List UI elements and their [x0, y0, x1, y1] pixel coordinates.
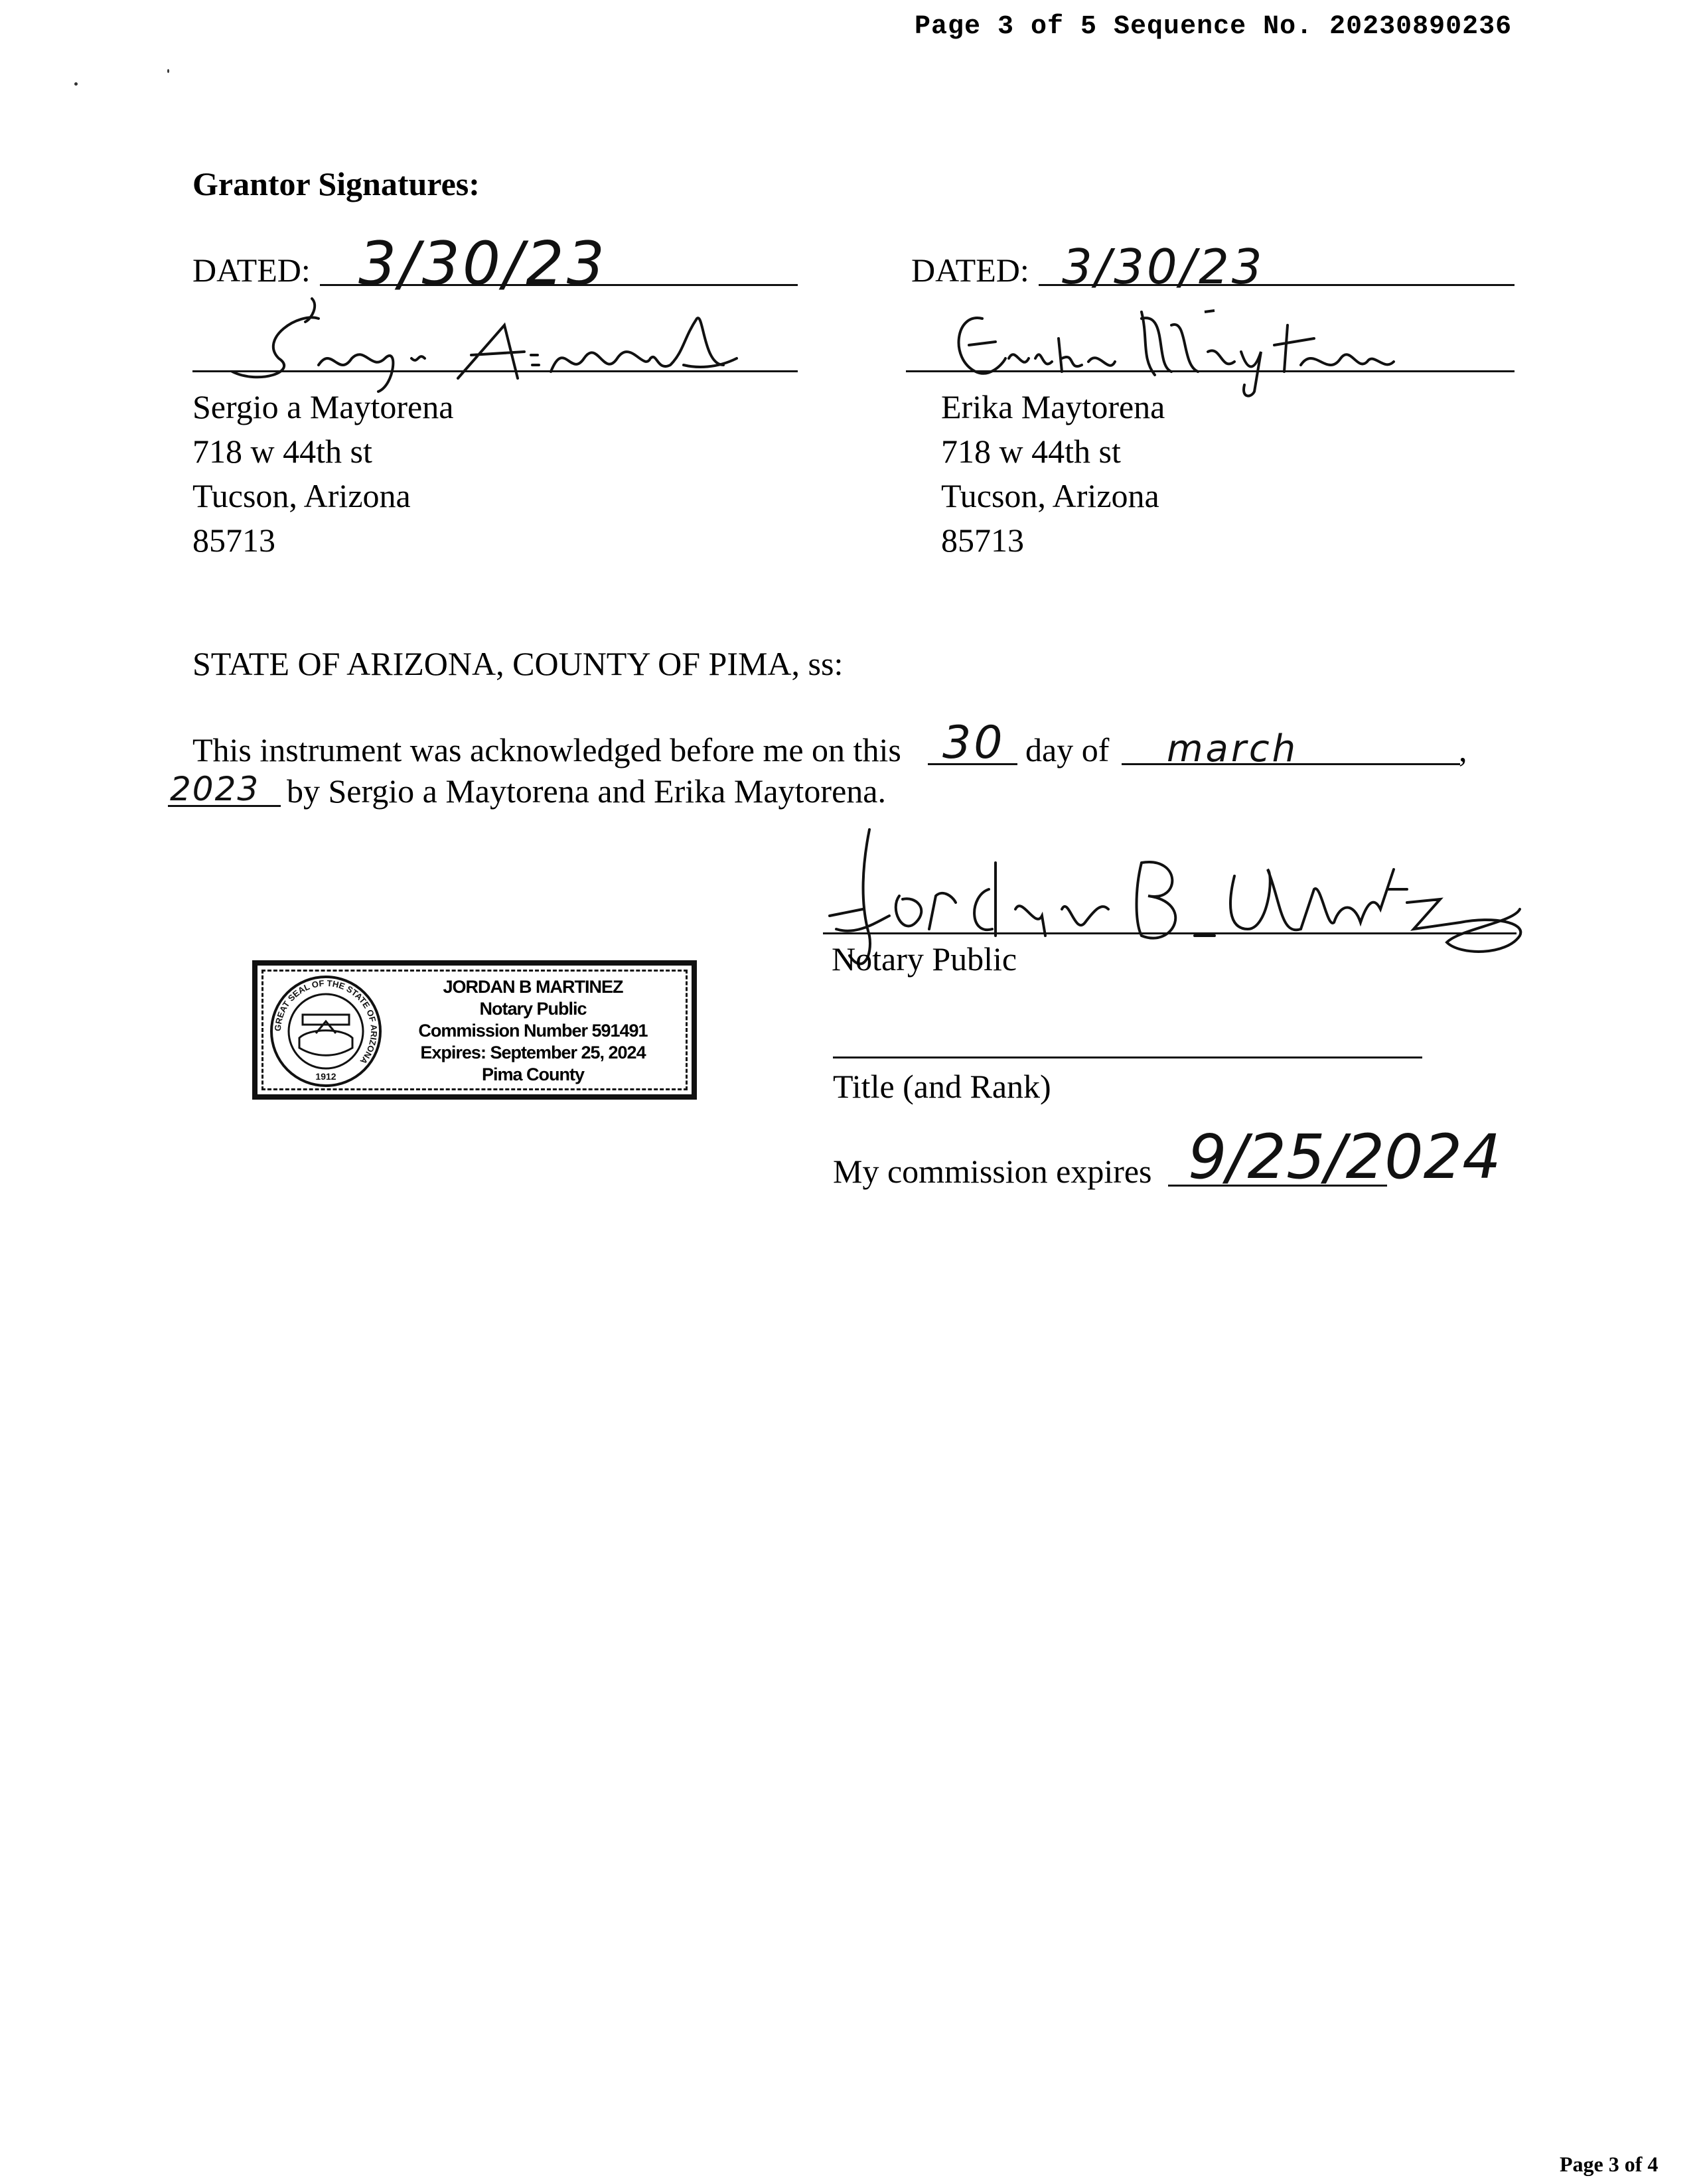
- title-rank-label: Title (and Rank): [833, 1068, 1051, 1105]
- ack-comma: ,: [1459, 731, 1467, 768]
- grantor-zip-right: 85713: [941, 522, 1024, 559]
- footer-page-number: Page 3 of 4: [1560, 2152, 1659, 2176]
- arizona-seal-icon: [269, 975, 382, 1088]
- handwritten-date-left: 3/30/23: [358, 229, 607, 299]
- seal-ring-text: GREAT SEAL OF THE STATE OF ARIZONA: [272, 978, 380, 1066]
- stamp-notary-title: Notary Public: [479, 999, 587, 1019]
- signature-line-left: [192, 370, 798, 372]
- stamp-text-block: [384, 976, 682, 1086]
- handwritten-ack-month: march: [1167, 727, 1299, 770]
- handwritten-date-right: 3/30/23: [1062, 239, 1265, 295]
- page-sequence-header: Page 3 of 5 Sequence No. 20230890236: [915, 12, 1513, 42]
- ack-day-of: day of: [1025, 731, 1110, 768]
- grantor-heading: Grantor Signatures:: [192, 165, 480, 202]
- grantor-name-left: Sergio a Maytorena: [192, 388, 454, 425]
- ack-prefix: This instrument was acknowledged before me on this: [192, 731, 901, 768]
- commission-expires-label: My commission expires: [833, 1153, 1152, 1190]
- grantor-zip-left: 85713: [192, 522, 275, 559]
- ack-suffix: by Sergio a Maytorena and Erika Maytorena.: [287, 772, 886, 810]
- handwritten-commission-date: 9/25/2024: [1188, 1122, 1501, 1193]
- signature-line-right: [906, 370, 1515, 372]
- stamp-expiration: Expires: September 25, 2024: [420, 1043, 646, 1062]
- stamp-commission-number: Commission Number 591491: [418, 1021, 648, 1041]
- stamp-county: Pima County: [481, 1064, 585, 1084]
- notary-public-label: Notary Public: [832, 940, 1017, 978]
- dated-label-right: DATED:: [911, 252, 1029, 289]
- notary-stamp: [252, 960, 697, 1100]
- handwritten-ack-day: 30: [942, 717, 1005, 769]
- title-line: [833, 1056, 1422, 1058]
- grantor-street-left: 718 w 44th st: [192, 433, 372, 470]
- venue-line: STATE OF ARIZONA, COUNTY OF PIMA, ss:: [192, 645, 844, 682]
- grantor-city-left: Tucson, Arizona: [192, 477, 411, 514]
- dated-label-left: DATED:: [192, 252, 311, 289]
- scan-speck: [167, 69, 169, 73]
- seal-year: 1912: [315, 1071, 336, 1082]
- grantor-name-right: Erika Maytorena: [941, 388, 1165, 425]
- handwritten-ack-year: 2023: [170, 770, 260, 808]
- notary-signature-line: [823, 932, 1516, 934]
- grantor-street-right: 718 w 44th st: [941, 433, 1121, 470]
- grantor-city-right: Tucson, Arizona: [941, 477, 1159, 514]
- stamp-notary-name: JORDAN B MARTINEZ: [443, 977, 623, 997]
- scan-speck: [74, 82, 78, 86]
